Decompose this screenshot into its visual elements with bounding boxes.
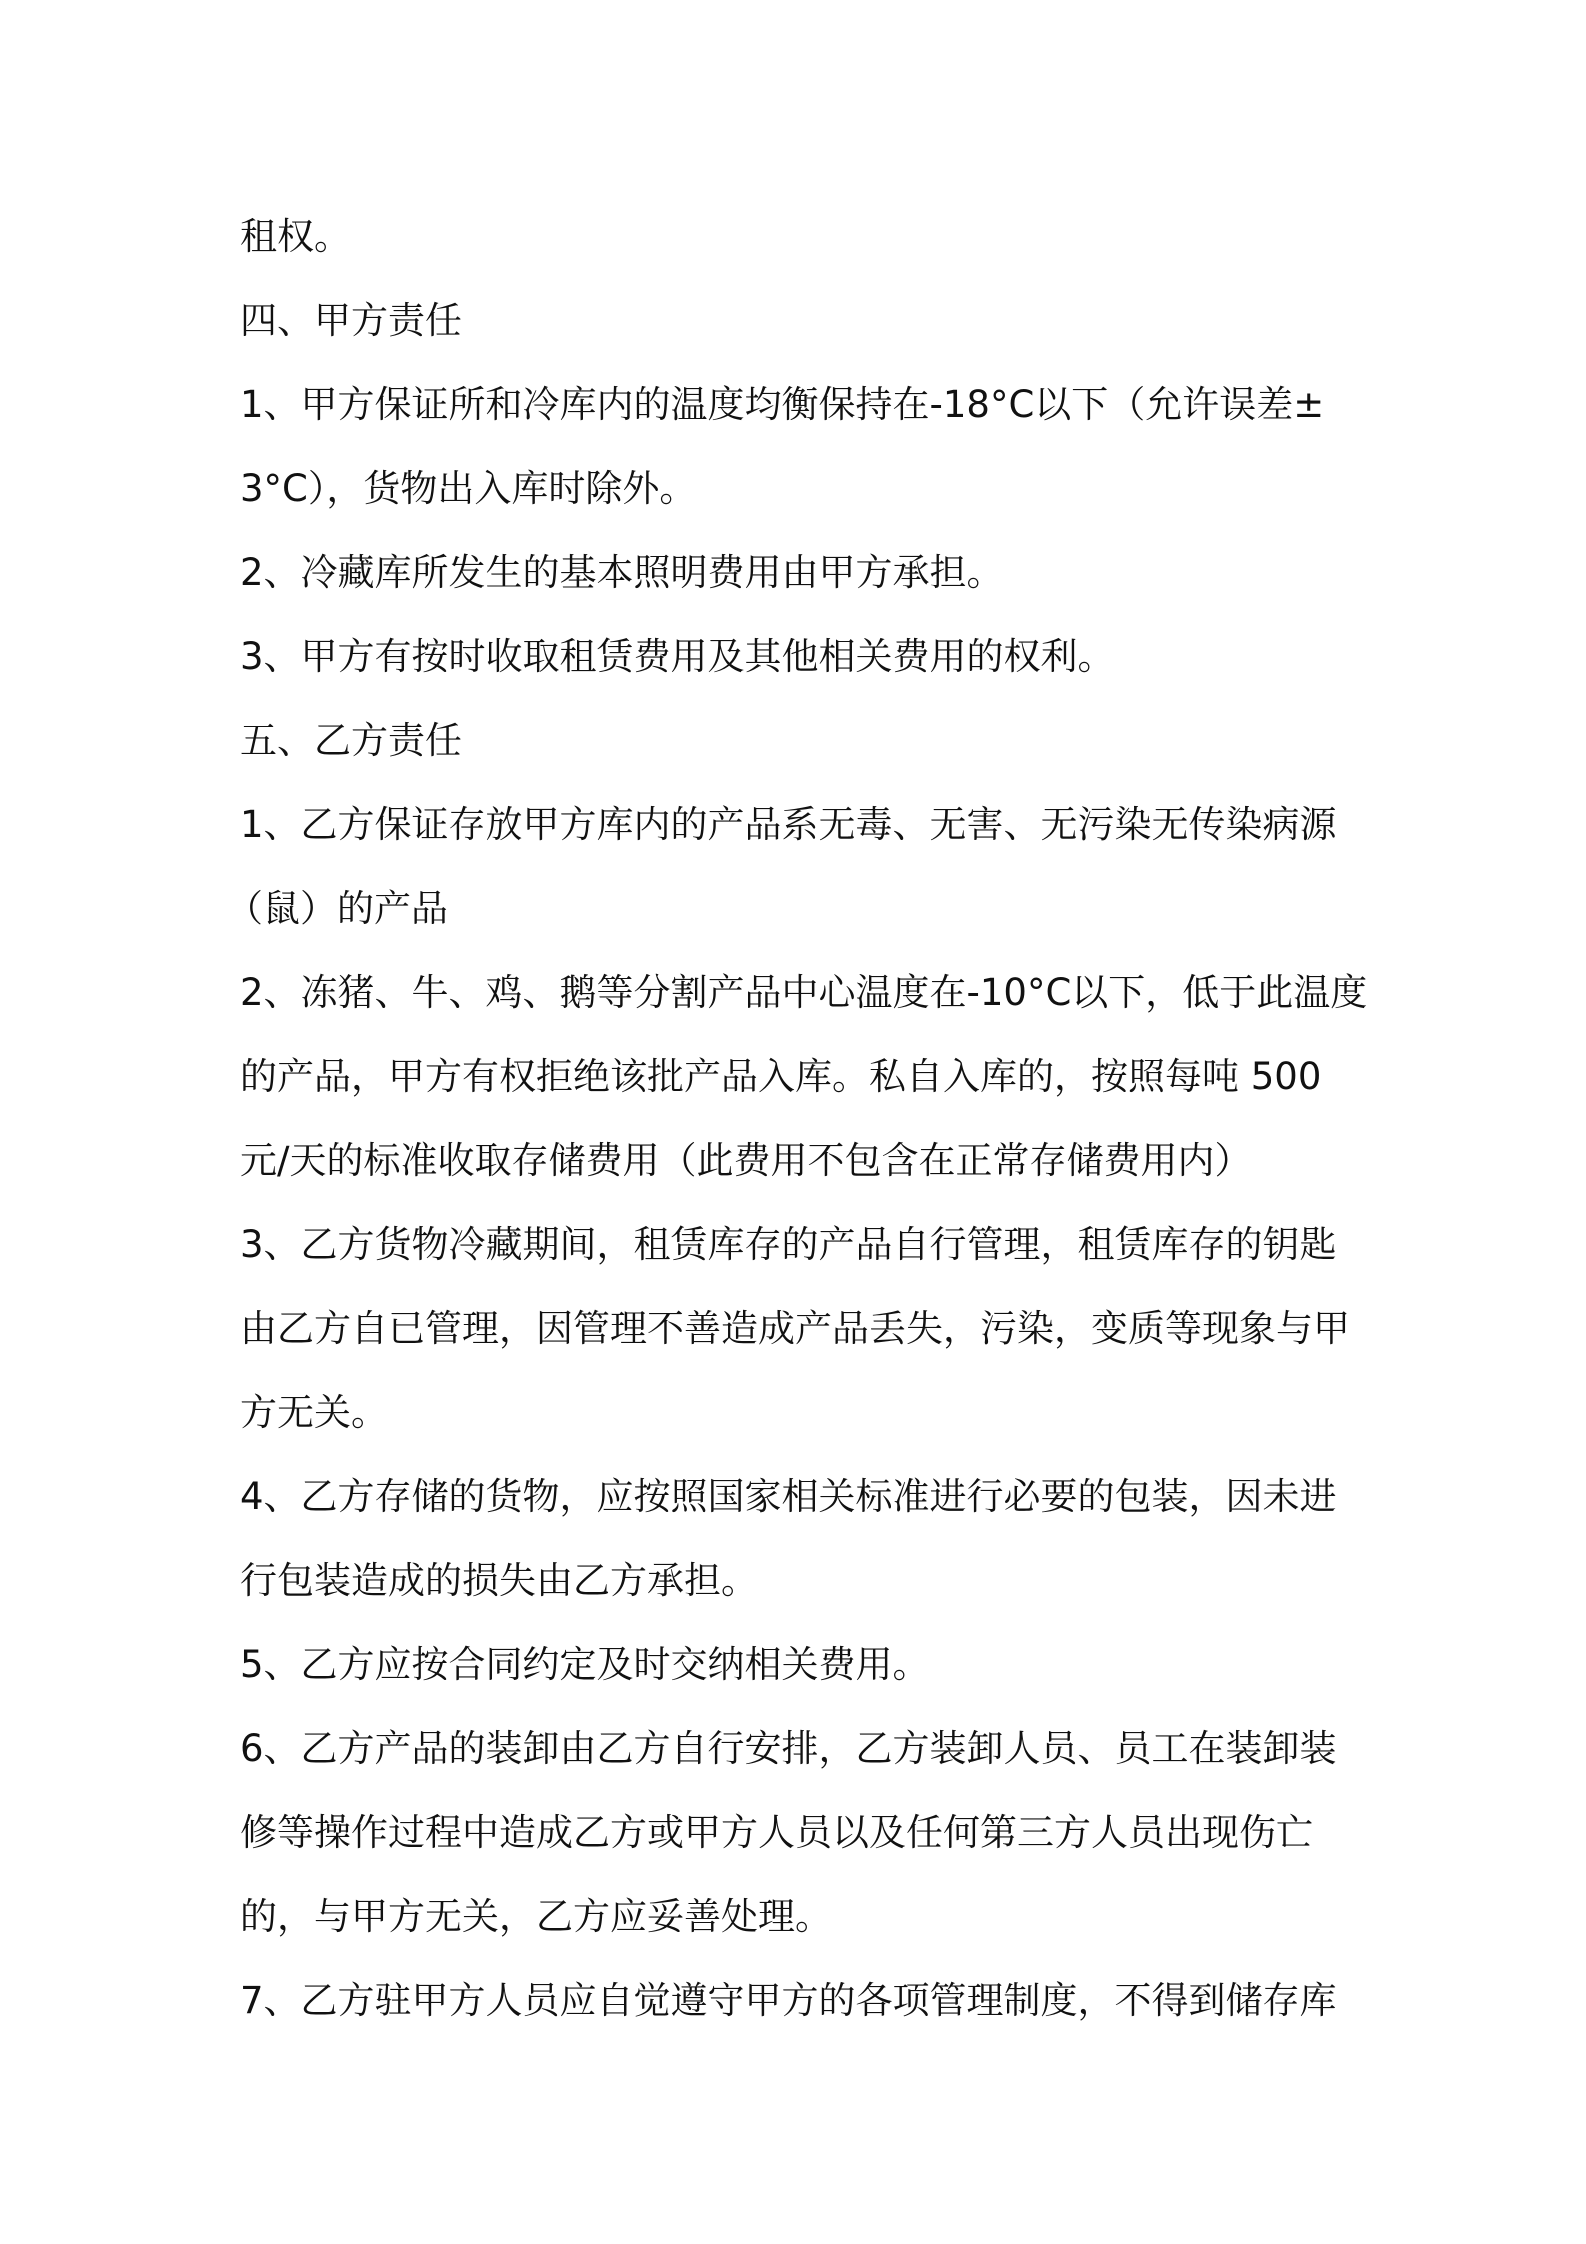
text-line: 修等操作过程中造成乙方或甲方人员以及任何第三方人员出现伤亡 <box>240 1811 1313 1854</box>
section-heading: 四、甲方责任 <box>240 299 462 342</box>
text-line: 3、乙方货物冷藏期间，租赁库存的产品自行管理，租赁库存的钥匙 <box>240 1223 1337 1266</box>
document-body <box>226 195 1368 2043</box>
text-line: 4、乙方存储的货物，应按照国家相关标准进行必要的包装，因未进 <box>240 1475 1337 1518</box>
text-line: 行包装造成的损失由乙方承担。 <box>240 1559 758 1602</box>
text-line: 5、乙方应按合同约定及时交纳相关费用。 <box>240 1643 930 1686</box>
text-line: 2、冷藏库所发生的基本照明费用由甲方承担。 <box>240 551 1004 594</box>
text-line: 的产品，甲方有权拒绝该批产品入库。私自入库的，按照每吨 500 <box>240 1055 1322 1098</box>
text-line: 元/天的标准收取存储费用（此费用不包含在正常存储费用内） <box>240 1139 1252 1182</box>
text-line: 1、甲方保证所和冷库内的温度均衡保持在-18°C以下（允许误差± <box>240 383 1325 426</box>
text-line: 由乙方自已管理，因管理不善造成产品丢失，污染，变质等现象与甲 <box>240 1307 1350 1350</box>
text-line: 的，与甲方无关，乙方应妥善处理。 <box>240 1895 832 1938</box>
text-line: 2、冻猪、牛、鸡、鹅等分割产品中心温度在-10°C以下，低于此温度 <box>240 971 1368 1014</box>
text-line: 方无关。 <box>240 1391 388 1434</box>
text-line: 1、乙方保证存放甲方库内的产品系无毒、无害、无污染无传染病源 <box>240 803 1337 846</box>
text-line: （鼠）的产品 <box>226 887 448 930</box>
text-line: 租权。 <box>240 215 351 258</box>
text-line: 6、乙方产品的装卸由乙方自行安排，乙方装卸人员、员工在装卸装 <box>240 1727 1337 1770</box>
text-line: 3、甲方有按时收取租赁费用及其他相关费用的权利。 <box>240 635 1115 678</box>
text-line: 3°C），货物出入库时除外。 <box>240 467 697 510</box>
text-line: 7、乙方驻甲方人员应自觉遵守甲方的各项管理制度，不得到储存库 <box>240 1979 1337 2022</box>
section-heading: 五、乙方责任 <box>240 719 462 762</box>
